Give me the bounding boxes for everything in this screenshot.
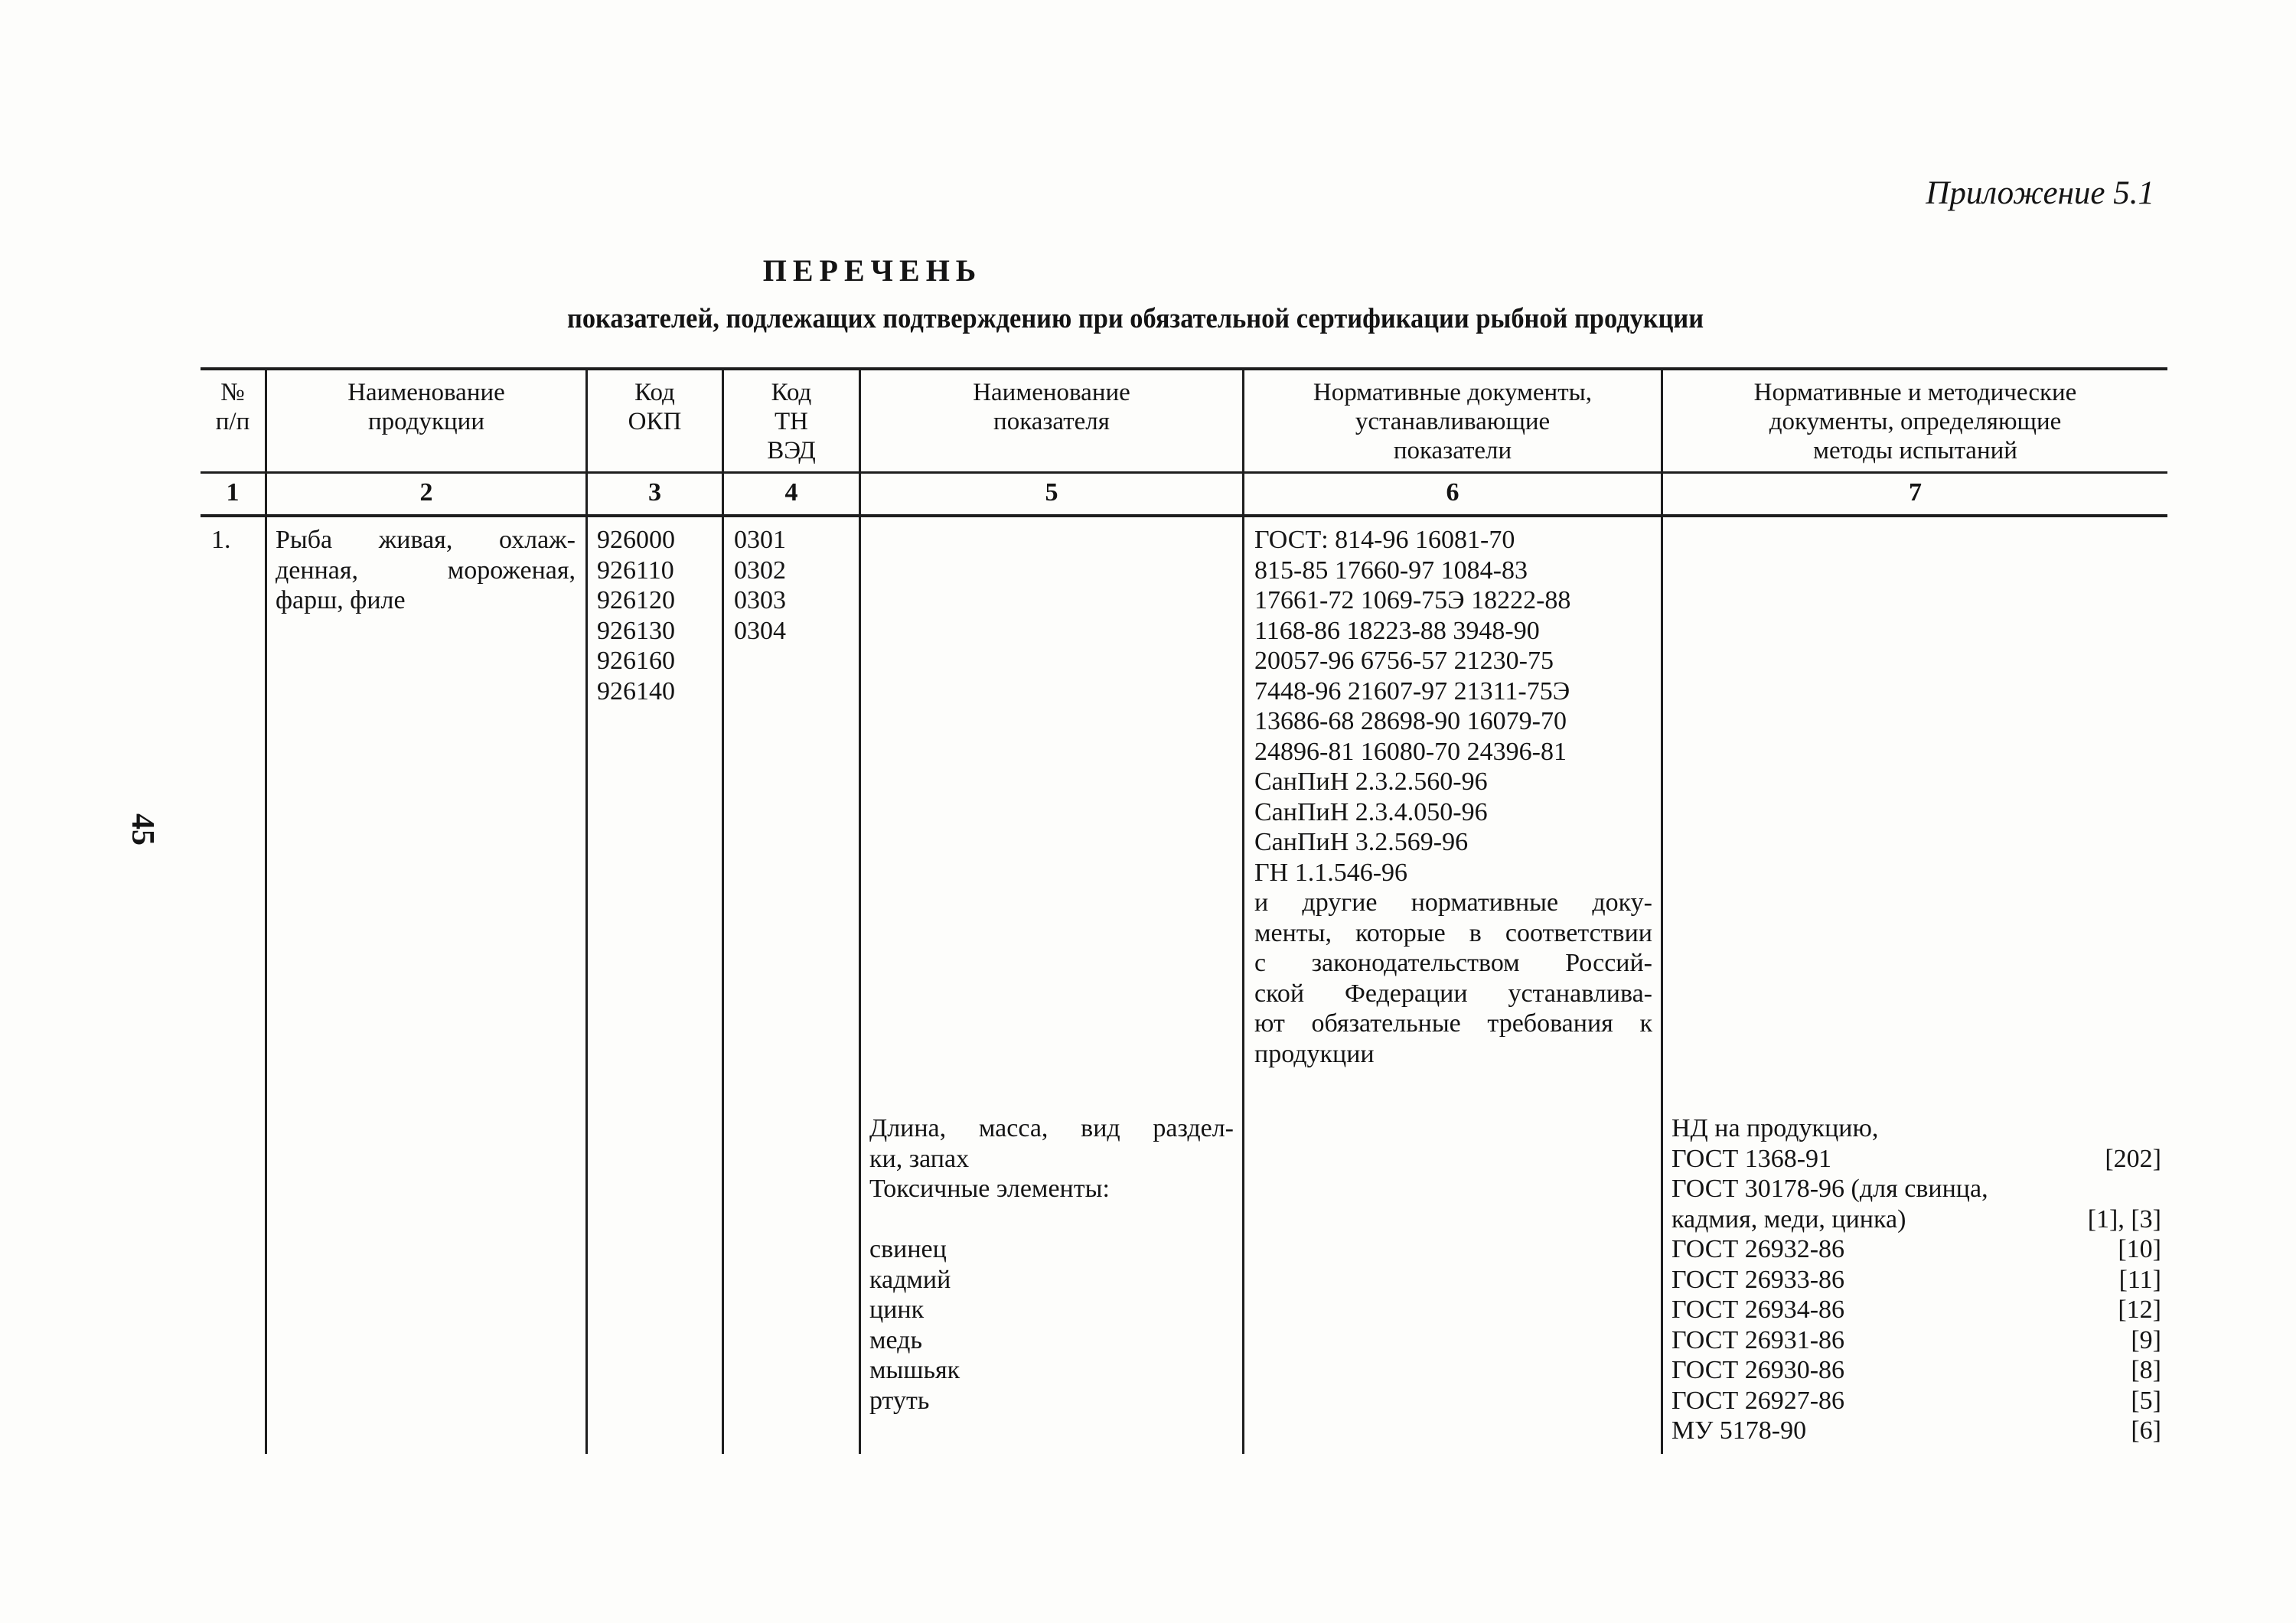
- test-method-doc: ГОСТ 1368-91: [1671, 1144, 1832, 1173]
- column-number-3: 3: [648, 478, 661, 507]
- page-number: 45: [125, 813, 160, 846]
- header-bottom-rule: [201, 471, 2167, 474]
- test-method-line: [1671, 1386, 2161, 1416]
- test-method-doc: НД на продукцию,: [1671, 1114, 1879, 1142]
- appendix-label: Приложение 5.1: [1926, 175, 2154, 211]
- header-normative-docs: Нормативные документы, устанавливающие показатели: [1313, 379, 1593, 464]
- header-product: Наименование продукции: [347, 379, 505, 435]
- test-method-line: [1671, 1265, 2161, 1295]
- okp-code: 926140: [597, 676, 675, 706]
- col-divider-4: [859, 367, 861, 1454]
- normative-doc-line: 24896-81 16080-70 24396-81: [1254, 737, 1567, 766]
- col-divider-1c: [265, 517, 267, 1454]
- normative-doc-line: 17661-72 1069-75Э 18222-88: [1254, 586, 1571, 614]
- test-method-ref: [1], [3]: [2087, 1204, 2161, 1234]
- normative-note-line: и другие нормативные доку-: [1254, 888, 1652, 917]
- normative-doc-line: СанПиН 2.3.2.560-96: [1254, 768, 1488, 796]
- normative-doc-line: 13686-68 28698-90 16079-70: [1254, 707, 1567, 735]
- header-indicator: Наименование показателя: [973, 379, 1130, 435]
- product-name: Рыба живая, охлаж- денная, мороженая, фарш, филе: [276, 526, 576, 614]
- test-method-doc: ГОСТ 26927-86: [1671, 1386, 1845, 1415]
- indicator-line: Токсичные элементы:: [869, 1175, 1110, 1203]
- column-number-5: 5: [1045, 478, 1058, 507]
- header-number: № п/п: [215, 379, 250, 435]
- indicator-line: [869, 1204, 1234, 1235]
- indicator-line: свинец: [869, 1235, 947, 1263]
- normative-doc-line: СанПиН 2.3.4.050-96: [1254, 797, 1488, 826]
- tnved-code: 0303: [734, 586, 786, 614]
- col-divider-3: [722, 367, 724, 1454]
- column-number-6: 6: [1446, 478, 1459, 507]
- okp-code-list: [597, 525, 675, 706]
- okp-code: 926160: [597, 647, 675, 675]
- normative-note-line: с законодательством Россий-: [1254, 949, 1652, 977]
- test-method-ref: [9]: [2131, 1325, 2161, 1354]
- normative-doc-line: СанПиН 3.2.569-96: [1254, 828, 1469, 856]
- indicator-line: мышьяк: [869, 1356, 960, 1384]
- tnved-code: 0304: [734, 616, 786, 645]
- indicator-line: ртуть: [869, 1386, 930, 1415]
- test-method-line: [1671, 1325, 2161, 1356]
- test-method-doc: ГОСТ 26932-86: [1671, 1235, 1845, 1263]
- test-method-line: [1671, 1204, 2161, 1235]
- column-numbers-rule: [201, 514, 2167, 517]
- okp-code: 926120: [597, 586, 675, 614]
- document-title: ПЕРЕЧЕНЬ: [762, 253, 983, 288]
- indicator-list: [869, 1113, 1234, 1416]
- indicator-line: цинк: [869, 1295, 925, 1324]
- test-method-doc: МУ 5178-90: [1671, 1416, 1807, 1445]
- col-divider-6: [1661, 367, 1663, 1454]
- indicator-line: медь: [869, 1325, 922, 1354]
- test-method-doc: ГОСТ 26930-86: [1671, 1356, 1845, 1384]
- test-method-line: [1671, 1113, 2161, 1144]
- test-method-line: [1671, 1355, 2161, 1386]
- col-divider-5: [1242, 367, 1244, 1454]
- test-method-ref: [5]: [2131, 1386, 2161, 1415]
- normative-note-line: продукции: [1254, 1039, 1375, 1068]
- normative-doc-line: 1168-86 18223-88 3948-90: [1254, 616, 1540, 645]
- normative-docs-list: [1254, 525, 1652, 1069]
- okp-code: 926000: [597, 526, 675, 554]
- test-method-doc: ГОСТ 30178-96 (для свинца,: [1671, 1175, 1988, 1203]
- test-method-line: [1671, 1174, 2161, 1204]
- tnved-code-list: [734, 525, 786, 646]
- test-method-ref: [12]: [2118, 1295, 2161, 1324]
- normative-doc-line: ГОСТ: 814-96 16081-70: [1254, 526, 1515, 554]
- col-divider-2: [585, 367, 588, 1454]
- normative-doc-line: ГН 1.1.546-96: [1254, 858, 1408, 887]
- column-number-7: 7: [1909, 478, 1922, 507]
- tnved-code: 0302: [734, 556, 786, 585]
- normative-doc-line: 815-85 17660-97 1084-83: [1254, 556, 1528, 585]
- tnved-code: 0301: [734, 526, 786, 554]
- test-method-ref: [6]: [2131, 1416, 2161, 1445]
- indicator-line: ки, запах: [869, 1144, 970, 1173]
- row-number: 1.: [211, 526, 231, 554]
- test-method-ref: [8]: [2131, 1356, 2161, 1384]
- test-method-ref: [202]: [2105, 1144, 2161, 1173]
- test-method-ref: [10]: [2118, 1235, 2161, 1263]
- normative-note-line: ют обязательные требования к: [1254, 1009, 1652, 1038]
- table-top-rule: [201, 367, 2167, 370]
- test-method-doc: кадмия, меди, цинка): [1671, 1204, 1906, 1234]
- column-number-1: 1: [226, 478, 240, 507]
- normative-note-line: ской Федерации устанавлива-: [1254, 979, 1652, 1008]
- indicator-line: Длина, масса, вид раздел-: [869, 1114, 1234, 1142]
- okp-code: 926130: [597, 616, 675, 645]
- test-method-line: [1671, 1416, 2161, 1446]
- column-number-4: 4: [784, 478, 798, 507]
- indicators-table: [201, 367, 2167, 1454]
- column-number-2: 2: [419, 478, 433, 507]
- test-method-line: [1671, 1234, 2161, 1265]
- header-test-methods: Нормативные и методические документы, определяющие методы испытаний: [1753, 379, 2077, 464]
- test-method-ref: [11]: [2118, 1265, 2161, 1294]
- normative-doc-line: 20057-96 6756-57 21230-75: [1254, 647, 1554, 675]
- test-method-doc: ГОСТ 26931-86: [1671, 1325, 1845, 1354]
- document-subtitle: показателей, подлежащих подтверждению при обязательной сертификации рыбной продукции: [567, 303, 1704, 334]
- okp-code: 926110: [597, 556, 674, 585]
- header-tnved: Код ТН ВЭД: [767, 379, 816, 464]
- test-method-line: [1671, 1144, 2161, 1175]
- test-method-doc: ГОСТ 26933-86: [1671, 1265, 1845, 1294]
- test-method-line: [1671, 1295, 2161, 1325]
- test-method-doc: ГОСТ 26934-86: [1671, 1295, 1845, 1324]
- test-methods-list: [1671, 1113, 2161, 1446]
- normative-note-line: менты, которые в соответствии: [1254, 918, 1652, 947]
- indicator-line: кадмий: [869, 1265, 951, 1294]
- normative-doc-line: 7448-96 21607-97 21311-75Э: [1254, 676, 1570, 706]
- header-okp: Код ОКП: [628, 379, 682, 435]
